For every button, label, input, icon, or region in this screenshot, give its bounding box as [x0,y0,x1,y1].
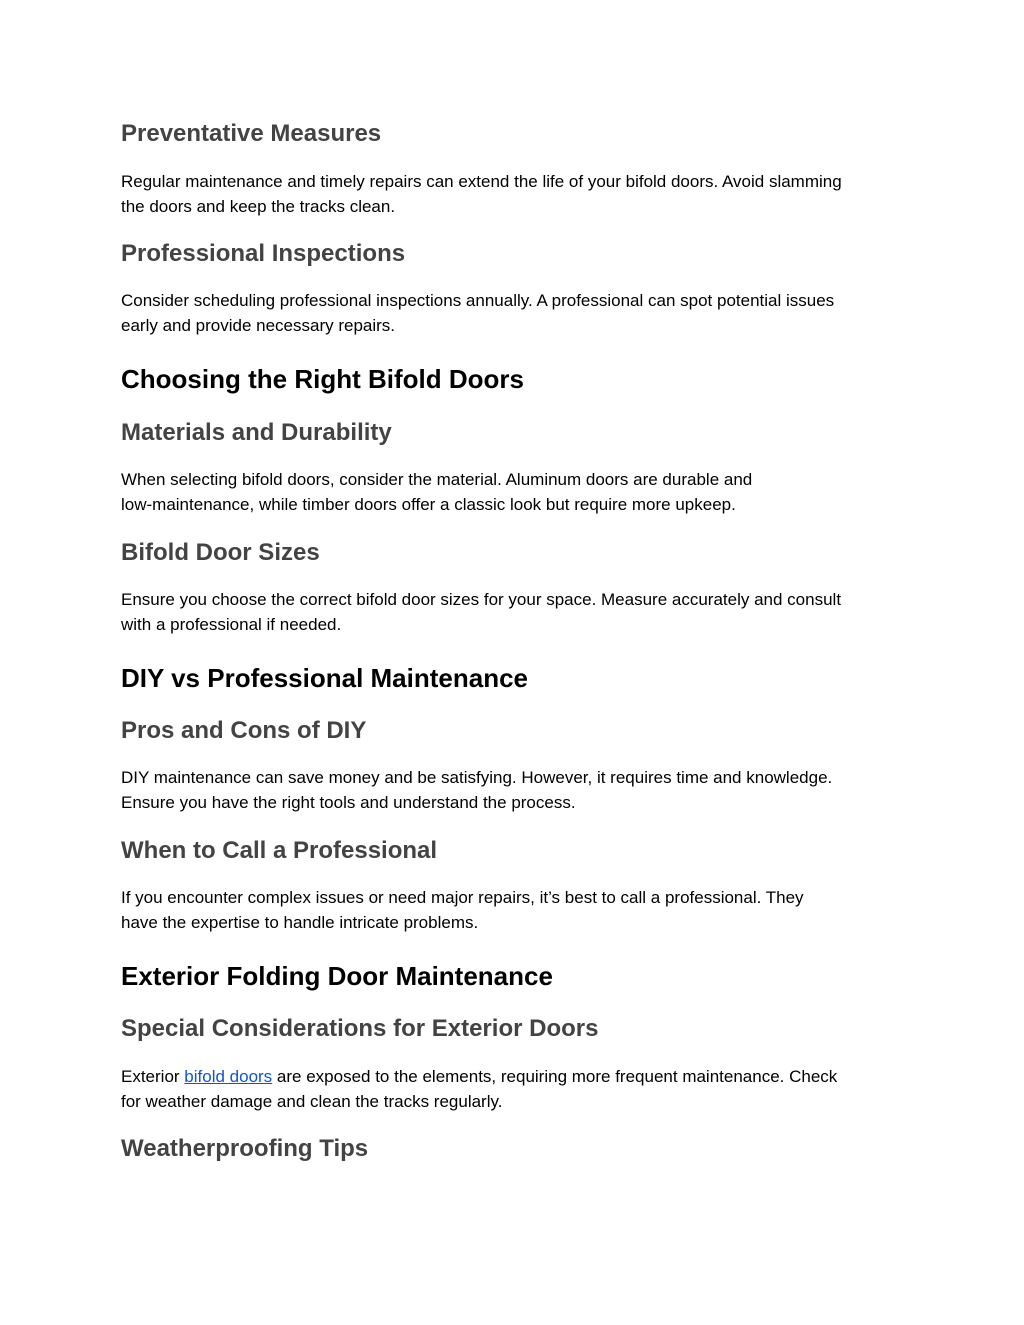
paragraph-preventative-measures [121,170,842,219]
heading-preventative-measures: Preventative Measures [121,120,382,147]
paragraph-line: with a professional if needed. [121,614,342,634]
paragraph-line: Ensure you choose the correct bifold door sizes for your space. Measure accurately and consult [121,590,842,609]
paragraph-line: Regular maintenance and timely repairs can extend the life of your bifold doors. Avoid slamming [121,172,842,191]
paragraph-line: early and provide necessary repairs. [121,315,396,335]
paragraph-line: for weather damage and clean the tracks regularly. [121,1091,503,1111]
paragraph-line: Ensure you have the right tools and understand the process. [121,792,576,812]
heading-professional-inspections: Professional Inspections [121,240,406,267]
paragraph-when-to-call-professional [121,886,804,935]
paragraph-line: the doors and keep the tracks clean. [121,196,396,216]
paragraph-professional-inspections [121,289,834,338]
heading-when-to-call-professional: When to Call a Professional [121,837,438,864]
text-exposed-elements: are exposed to the elements, requiring more frequent maintenance. Check [272,1067,838,1086]
heading-bifold-door-sizes: Bifold Door Sizes [121,539,320,566]
paragraph-pros-cons-diy [121,766,832,815]
heading-exterior-folding-door: Exterior Folding Door Maintenance [121,961,553,991]
paragraph-line: If you encounter complex issues or need major repairs, it’s best to call a professional. They [121,888,804,907]
paragraph-line: low-maintenance, while timber doors offer a classic look but require more upkeep. [121,494,736,514]
paragraph-line [121,1065,837,1090]
paragraph-bifold-door-sizes [121,588,841,637]
heading-materials-durability: Materials and Durability [121,419,392,446]
heading-weatherproofing-tips: Weatherproofing Tips [121,1135,369,1162]
heading-pros-cons-diy: Pros and Cons of DIY [121,717,367,744]
paragraph-special-considerations [121,1065,837,1114]
bifold-doors-link[interactable]: bifold doors [184,1067,273,1086]
heading-special-considerations: Special Considerations for Exterior Doors [121,1015,599,1042]
paragraph-line: When selecting bifold doors, consider the material. Aluminum doors are durable and [121,470,753,489]
paragraph-materials-durability [121,468,752,517]
text-exterior: Exterior [121,1067,185,1086]
paragraph-line: DIY maintenance can save money and be satisfying. However, it requires time and knowledge. [121,768,833,787]
paragraph-line: have the expertise to handle intricate problems. [121,912,479,932]
heading-choosing-right-bifold-doors: Choosing the Right Bifold Doors [121,364,524,394]
paragraph-line: Consider scheduling professional inspections annually. A professional can spot potential issues [121,291,835,310]
heading-diy-vs-professional: DIY vs Professional Maintenance [121,663,528,693]
